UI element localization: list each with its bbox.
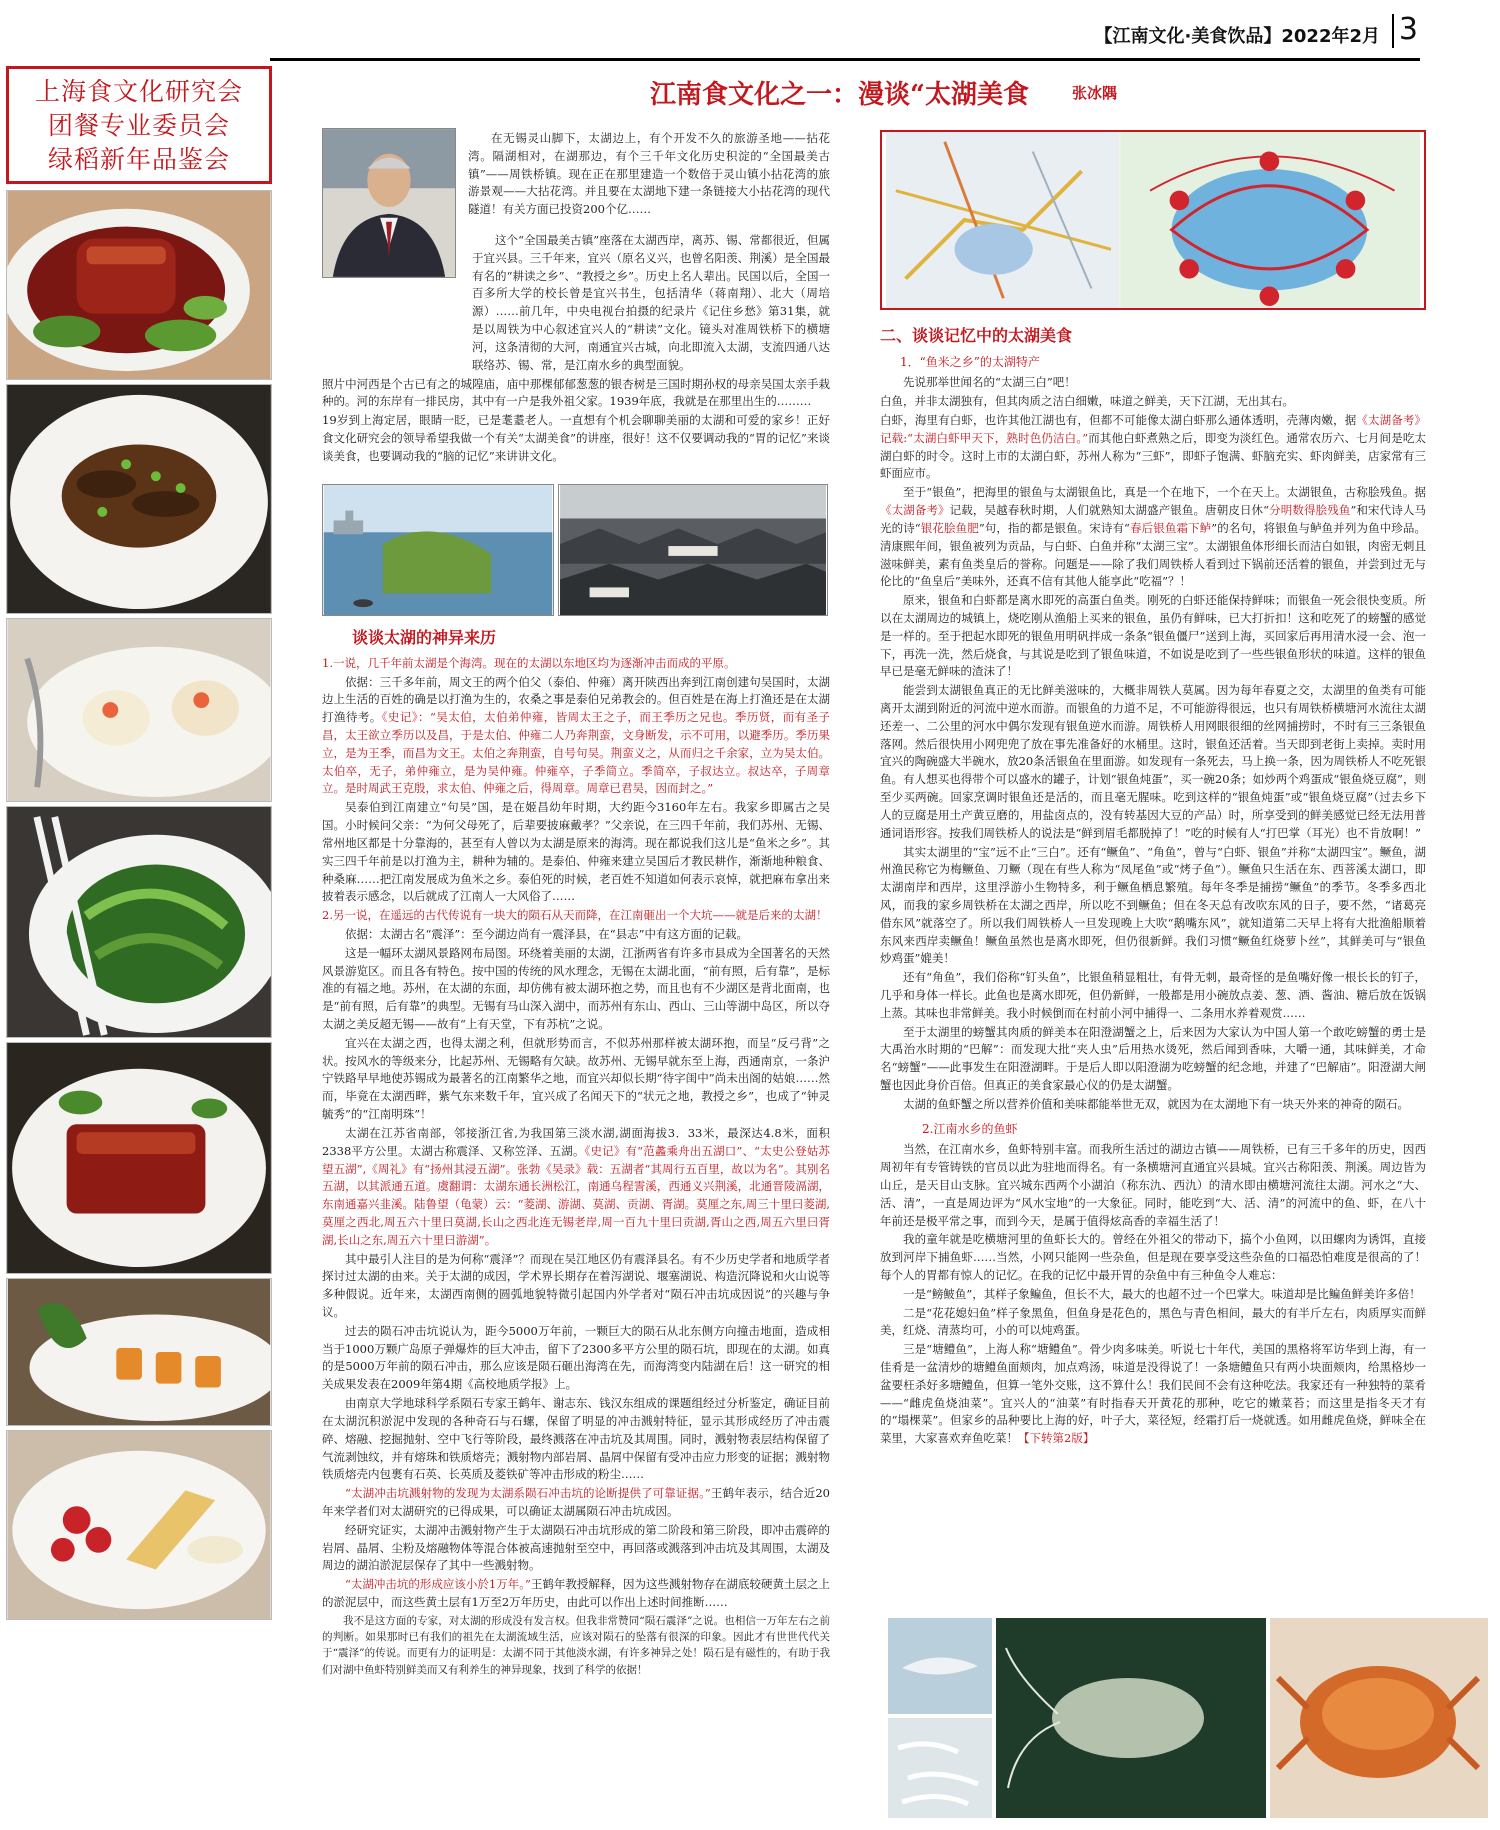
intro-paragraph-1: 在无锡灵山脚下，太湖边上，有个开发不久的旅游圣地——拈花湾。隔湖相对，在湖那边，有个三千年文化历史积淀的“全国最美古镇”——周铁桥镇。现在正在那里建造一个数倍于灵山镇小拈花湾的旅游景观——大拈花湾。并且要在太湖地下建一条链接大小拈花湾的现代隧道！有关方面已投资200个亿…… [468,131,830,217]
section1-para-2i: 经研究证实，太湖冲击溅射物产生于太湖陨石冲击坑形成的第二阶段和第三阶段，即冲击震碎的岩屑、晶屑、尘粉及熔融物体等混合体被高速抛射至空中，再回落或溅落到冲击坑及其周围，太湖及周边的湖泊淤泥层保存了其中一些溅射物。 [322,1522,830,1573]
left-photo-column [6,66,274,1830]
section2-para-6: 能尝到太湖银鱼真正的无比鲜美滋味的，大概非周铁人莫属。因为每年春夏之交，太湖里的鱼类有可能离开太湖到附近的河流中逆水而游。而银鱼的力道不足，不可能游得很远，也只有周铁桥横塘河水流往太湖还差一、二公里的河水中偶尔发现有银鱼逆水而游。周铁桥人用网眼很细的丝网捕捞时，不时有三三条银鱼落网。然后很快用小网兜兜了放在事先准备好的水桶里。这时，银鱼还活着。当天即到老街上卖掉。卖时用宜兴的陶碗盛大半碗水，放20条活银鱼在里面游。如发现有一条死去，马上换一条，因为周铁桥人不吃死银鱼。有人想买也得带个可以盛水的罐子，计划“银鱼炖蛋”，买一碗20条；如炒两个鸡蛋成“银鱼烧豆腐”，则至少买两碗。回家烹调时银鱼还是活的，而且毫无腥味。吃到这样的“银鱼炖蛋”或“银鱼烧豆腐”（过去乡下人的豆腐是用土产黄豆磨的，用盐卤点的，没有转基因大豆的产品）时，所享受到的鲜美感觉已经无法用普通词语形容。按我们周铁桥人的说法是“鲜到眉毛都脱掉了！”吃的时候有人“打巴掌（耳光）也不肯放啊！” [880,683,1426,840]
section1-para-2h: 由南京大学地球科学系陨石专家王鹤年、谢志东、钱汉东组成的课题组经过分析鉴定，确证目前在太湖沉积淤泥中发现的各种奇石与石螺，保留了明显的冲击溅射特征，显示其形成经历了冲击震碎、熔融、挖掘抛射、空中飞行等阶段，最终溅落在冲击坑及其周围。同时，溅射物表层结构保留了气流剥蚀纹，并有熔珠和铁质熔壳；溅射物内部岩屑、晶屑中保留有受冲击应力形变的证据；溅射物铁质熔壳内包裹有石英、长英质及菱铁矿等冲击形成的粉尘…… [322,1396,830,1482]
section2-para-q1: 当然，在江南水乡，鱼虾特别丰富。而我所生活过的湖边古镇——周铁桥，已有三千多年的历史，因西周初年有专管铸铁的官员以此为驻地而得名。有一条横塘河直通宜兴县城。宜兴古称阳羡、荆溪。周边皆为山丘，是天目山支脉。宜兴城东西两个小湖泊（称东氿、西氿）的清水即由横塘河流往太湖。河水之“大、活、清”，一直是周边评为“风水宝地”的一大象征。同时，能吃到“大、活、清”的河流中的鱼、虾，在八十年前还是极平常之事，而到今天，是属于值得炫高香的幸福生活了！ [880,1142,1426,1228]
section1-quote-1: “太湖冲击坑溅射物的发现为太湖系陨石冲击坑的论断提供了可靠证据。” [345,1486,711,1501]
section2-para-4i: ”的名句，将银鱼与鲈鱼并列为鱼中珍品。清康熙年间，银鱼被列为贡品，与白虾、白鱼并称“太湖三宝”。太湖银鱼体形细长而洁白如银，肉密无刺且滋味鲜美，素有鱼类皇后的誉称。问题是——除了我们周铁桥人看到过下锅前还活着的银鱼，并尝到过无与伦比的“鱼皇后”美味外，还真不信有其他人能享此“吃福”？！ [880,520,1427,589]
intro-text-body [322,232,830,482]
dish-photo-decorated-platter [6,1278,272,1426]
section2-subhead-2: 2.江南水乡的鱼虾 [922,1121,1018,1136]
section2-para-4e: ”和宋代诗人马光的诗“ [880,503,1426,535]
taihu-seafood-photo-strip [888,1618,1488,1818]
section2-para-1: 先说那举世闻名的“太湖三白”吧！ [903,375,1076,390]
section2-text [880,318,1426,1608]
section2-para-4f: 银花脍鱼肥 [920,520,979,535]
section1-point-1: 1.一说，几千年前太湖是个海湾。现在的太湖以东地区均为逐渐冲击而成的平原。 [322,655,736,670]
section2-para-q4: 二是“花花媳妇鱼”样子象黑鱼，但鱼身是花色的，黑色与青色相间，最大的有半斤左右，肉质厚实而鲜美，红烧、清蒸均可，小的可以炖鸡蛋。 [880,1305,1426,1338]
section2-taihu-beikao-quote: 《太湖备考》记载:“太湖白虾甲天下，熟时色仍洁白。” [880,413,1427,445]
section1-para-2b: 这是一幅环太湖风景路网布局图。环绕着美丽的太湖，江浙两省有许多市县成为全国著名的天然风景游览区。而且各有特色。按中国的传统的风水理念，无锡在太湖北面，“前有照，后有靠”，是标准的有福之地。苏州，在太湖的东面，却仿佛有被太湖环抱之势，而且也有不少湖区是背北面南，也是“前有照，后有靠”的典型。无锡有马山深入湖中，而苏州有东山、西山、三山等湖中岛区，所以夺太湖之美反超无锡——故有“上有天堂，下有苏杭”之说。 [322,945,830,1032]
section1-para-2d: 太湖在江苏省南部，邻接浙江省,为我国第三淡水湖,湖面海拔3．33米，最深达4.8米，面积2338平方公里。太湖古称震泽、又称笠泽、五湖。 [322,1125,830,1158]
section2-para-3c: 而其他白虾煮熟之后，即变为淡红色。通常农历六、七月间是吃太湖白虾的时令。这时上市的太湖白虾，苏州人称为“三虾”，即虾子饱满、虾脑充实、虾肉鲜美，店家常有三虾面应市。 [880,430,1426,481]
section2-para-q2: 我的童年就是吃横塘河里的鱼虾长大的。曾经在外祖父的带动下，搞个小鱼网，以田螺肉为诱饵，直接放到河岸下捕鱼虾……当然，小网只能网一些杂鱼，但是现在要享受这些杂鱼的口福恐怕难度是很高的了！每个人的胃都有惊人的记忆。在我的记忆中最开胃的杂鱼中有三种鱼令人难忘： [880,1232,1426,1282]
sidebar-title-line-2: 团餐专业委员会 [47,111,230,140]
sidebar-title-box [6,66,272,184]
section1-para-2f: 其中最引人注目的是为何称“震泽”？而现在吴江地区仍有震泽县名。有不少历史学者和地质学者探讨过太湖的由来。关于太湖的成因，学术界长期存在着泻湖说、堰塞湖说、构造沉降说和火山说等多种假说。近年来，太湖西南侧的圆弧地貌特微引起国内外学者对“陨石冲击坑成因说”的兴趣与争议。 [322,1251,830,1320]
section2-para-7: 其实太湖里的“宝”远不止“三白”。还有“鳜鱼”、“角鱼”，曾与“白虾、银鱼”并称“太湖四宝”。鳜鱼，湖州渔民称它为梅鳜鱼、刀鳜（现在有些人称为“凤尾鱼”或“烤子鱼”）。鳜鱼只生活在东、西菩溪太湖口，即太湖南岸和西岸，这里浮游小生物特多，利于鳜鱼栖息繁殖。每年冬季是捕捞“鳜鱼”的季节。冬季多西北风，而我的家乡周铁桥在太湖之西岸，所以吃不到鳜鱼；但在冬天总有改吹东风的日子，要不然，“诸葛亮借东风”就落空了。所以我们周铁桥人一旦发现晚上大吹“鹅嘴东风”，就知道第二天早上将有大批渔船顺着东风来西岸卖鳜鱼！鳜鱼虽然也是离水即死，但仍很新鲜。我们习惯“鳜鱼红烧萝卜丝”，其鲜美可与“银鱼炒鸡蛋”媲美！ [880,844,1426,966]
section1-closing: 我不是这方面的专家，对太湖的形成没有发言权。但我非常赞同“陨石震泽”之说。也相信一万年左右之前的判断。如果那时已有我们的祖先在太湖流域生活，应该对陨石的坠落有很深的印象。因此才有世世代代关于“震泽”的传说。而更有力的证明是：太湖不同于其他淡水湖，有许多神异之处！陨石是有磁性的，有助于我们对湖中鱼虾特别鲜美而又有利养生的神异现象，找到了科学的依据！ [322,1614,830,1676]
dish-photo-fruit-platter [6,1430,272,1620]
article-headline: 江南食文化之一：漫谈“太湖美食 [650,80,1029,110]
section2-para-q3: 一是“鳑鲏鱼”，其样子象鳊鱼，但长不大，最大的也超不过一个巴掌大。味道却是比鳊鱼鲜美许多倍！ [903,1286,1421,1301]
dish-photo-dumplings [6,618,272,802]
section2-para-8: 还有“角鱼”，我们俗称“钉头鱼”，比银鱼稍显粗壮，有骨无刺，最奇怪的是鱼嘴好像一根长长的钉子，几乎和身体一样长。此鱼也是离水即死，但仍新鲜，一般都是用小碗放点姜、葱、酒、酱油、糖后放在饭锅上蒸。其味也非常鲜美。我小时候倒而在村前小河中捕得一、二条用水养着观赏…… [880,970,1426,1020]
section1-point-2: 2.另一说，在遥远的古代传说有一块大的陨石从天而降，在江南砸出一个大坑——就是后来的太湖！ [322,908,828,923]
section2-para-4h: 春后银鱼霜下鲈 [1129,520,1212,535]
sidebar-title-line-3: 绿稻新年品鉴会 [47,145,230,174]
section2-para-4a: 至于“银鱼”，把海里的银鱼与太湖银鱼比，真是一个在地下，一个在天上。太湖银鱼，古称脍残鱼。据 [903,485,1426,500]
section2-para-q5: 三是“塘鳢鱼”，上海人称“塘鳢鱼”。骨少肉多味美。听说七十年代，美国的黑格将军访华到上海，有一佳肴是一盆清炒的塘鳢鱼面颊肉，加点鸡汤，味道是没得说了！一条塘鳢鱼只有两小块面颊肉，给黑格炒一盆要枉杀好多塘鳢鱼，但算一笔外交账，这不算什么！我们民间不会有这种吃法。我家还有一种独特的菜肴——“雌虎鱼烧油菜”。宜兴人的“油菜”有时指春天开黄花的那种，吃它的嫩菜苔；而这里是指冬天才有的“塌棵菜”。但家乡的品种要比上海的好，叶子大，菜径短，经霜打后一烧就透。如用雌虎鱼烧，鲜味全在菜里，大家喜欢弃鱼吃菜！ [880,1342,1426,1446]
section1-para-2e: 《史记》有“范蠡乘舟出五湖口”、“太史公登姑苏望五湖”,《周礼》有“扬州其浸五湖”。张勃《吴录》载：五湖者“其周行五百里，故以为名”。其别名五湖，以其派通五道。虞翻谓：太湖东通长洲松江，南通乌程霅溪，西通义兴荆溪，北通晋陵滆湖，东南通嘉兴韭溪。陆鲁望（龟蒙）云：“菱湖、游湖、莫湖、贡湖、胥湖。莫厘之东,周三十里曰菱湖,莫厘之西北,周五六十里曰莫湖,长山之西北连无锡老岸,周一百九十里曰贡湖,胥山之西,周五六里曰胥湖,长山之东,周五六十里曰游湖”。 [322,1143,830,1247]
section2-para-5: 原来，银鱼和白虾都是离水即死的高蛋白鱼类。刚死的白虾还能保持鲜味；而银鱼一死会很快变质。所以在太湖周边的城镇上，烧吃刚从渔船上买来的银鱼，虽仍有鲜味，已大打折扣！这和吃死了的螃蟹的感觉是一样的。至于把起水即死的银鱼用明矾拌成一条条“银鱼僵尸”送到上海，买回家后再用清水浸一会、泡一下，再洗一洗，然后烧食，与其说是吃到了银鱼味道，不如说是吃到了一些些银鱼形状的味道。这样的银鱼早已是毫无鲜味的渣沫了！ [880,593,1426,679]
issue-line: 【江南文化·美食饮品】2022年2月 [1094,26,1380,47]
section1-shiji-quote: 《史记》：“吴太伯，太伯弟仲雍，皆周太王之子，而王季历之兄也。季历贤，而有圣子昌，太王欲立季历以及昌，于是太伯、仲雍二人乃奔荆蛮，文身断发，示不可用，以避季历。季历果立，是为王季，而昌为文王。太伯之奔荆蛮，自号句吴。荆蛮义之，从而归之千余家，立为吴太伯。太伯卒，无子，弟仲雍立，是为吴仲雍。仲雍卒，子季简立。季简卒，子叔达立。叔达卒，子周章立。是时周武王克殷，求太伯、仲雍之后，得周章。周章已君吴，因而封之。” [322,710,831,796]
section2-para-2: 白鱼，并非太湖独有，但其肉质之洁白细嫩，味道之鲜美，天下江湖，无出其右。 [880,394,1294,409]
section1-quote-2b: 王鹤年教授解释，因为这些溅射物存在湖底较硬黄土层之上的淤泥层中，而这些黄土层有1万至2万年历史，由此可以作出上述时间推断…… [322,1577,831,1610]
dish-photo-braised-pork [6,190,272,380]
masthead [0,0,1500,62]
section2-para-4g: ”句，指的都是银鱼。宋诗有“ [978,520,1130,535]
section2-heading: 二、谈谈记忆中的太湖美食 [880,326,1073,345]
section1-para-2c: 宜兴在太湖之西，也得太湖之利，但就形势而言，不似苏州那样被太湖环抱，而呈“反弓背”之状。按风水的等级来分，比起苏州、无锡略有欠缺。故苏州、无锡早就东至上海，西通南京，一条沪宁铁路早早地使苏锡成为最著名的江南繁华之地，而宜兴却似长期“待字闺中”尚未出阁的姑娘……然而，毕竟在太湖西畔，紫气东来数千年，宜兴成了名闻天下的“状元之地，教授之乡”，也成了“钟灵毓秀”的“江南明珠”！ [322,1035,830,1122]
section1-para-2g: 过去的陨石冲击坑说认为，距今5000万年前，一颗巨大的陨石从北东侧方向撞击地面，造成相当于1000万颗广岛原子弹爆炸的巨大冲击，留下了2300多平方公里的陨石坑，即现在的太湖。如真的是5000万年前的陨石冲击，那么应该是陨石砸出海湾在先，而海湾变内陆湖在后！这一研究的相关成果发表在2009年第4期《高校地质学报》上。 [322,1323,830,1392]
taihu-road-network-map [880,130,1426,310]
section1-quote-1b: 王鹤年表示，结合近20年来学者们对太湖研究的已得成果，可以确证太湖属陨石冲击坑成因。 [322,1486,830,1518]
dish-photo-sea-cucumber [6,384,272,614]
section2-para-3a: 白虾，海里有白虾，也许其他江湖也有，但都不可能像太湖白虾那么通体透明，壳薄肉嫩，据 [880,413,1357,428]
sidebar-title-line-1: 上海食文化研究会 [34,77,243,106]
section2-para-4b: 《太湖备考》 [880,503,950,518]
intro-paragraph-4: 19岁到上海定居，眼睛一眨，已是耄耋老人。一直想有个机会聊聊美丽的太湖和可爱的家乡！正好食文化研究会的领导希望我做一个有关“太湖美食”的讲座，很好！这不仅要调动我的“胃的记忆”来谈谈美食，也要调动我的“脑的记忆”来讲讲文化。 [322,413,830,463]
continued-on-page-2: 【下转第2版】 [1018,1431,1095,1446]
page-number: 3 [1398,12,1418,47]
section2-para-10: 太湖的鱼虾蟹之所以营养价值和美味都能举世无双，就因为在太湖地下有一块天外来的神奇的陨石。 [903,1096,1409,1111]
intro-paragraph-3: 照片中河西是个古已有之的城隍庙，庙中那棵郁郁葱葱的银杏树是三国时期孙权的母亲吴国太亲手栽种的。河的东岸有一排民房，其中有一户是我外祖父家。1939年底，我就是在那里出生的……… [322,376,830,409]
section1-para-1a: 依据：三千多年前，周文王的两个伯父（泰伯、仲雍）离开陕西出奔到江南创建句吴国时，太湖边上生活的百姓的确是以打渔为生的，农桑之事是泰伯兄弟教会的。但百姓是在海上打渔还是在太湖打渔待考。 [322,674,830,725]
masthead-divider [1392,14,1394,48]
section2-para-4d: 分明数得脍残鱼 [1269,503,1351,518]
section1-para-2a: 依据：太湖古名“震泽”：至今湖边尚有一震泽县，在“县志”中有这方面的记载。 [345,926,749,941]
dish-photo-green-vegetables [6,806,272,1038]
section1-text [322,620,830,1820]
masthead-rule [270,58,1420,61]
section2-para-4c: 记载，吴越春秋时期，人们就熟知太湖盛产银鱼。唐朝皮日休“ [949,503,1270,518]
section2-subhead-1: 1．“鱼米之乡”的太湖特产 [900,354,1040,369]
old-town-rooftops-photo [558,484,828,616]
section2-para-9: 至于太湖里的螃蟹其肉质的鲜美本在阳澄湖蟹之上，后来因为大家认为中国人第一个敢吃螃蟹的勇士是大禹治水时期的“巴解”：而发现大批“夹人虫”后用热水烫死，然后闻到香味，大嚼一通，其味鲜美，才命名“螃蟹”——此事发生在阳澄湖畔。于是后人即以阳澄湖为吃螃蟹的纪念地，并建了“巴解庙”。阳澄湖大闸蟹也因此身价百倍。但真正的美食家最心仪的仍是太湖蟹。 [880,1024,1426,1093]
lake-landscape-photo [322,484,554,616]
article-byline: 张冰隅 [1072,84,1118,102]
intro-paragraph-2: 这个“全国最美古镇”座落在太湖西岸，离苏、锡、常都很近，但属于宜兴县。三千年来，宜兴（原名义兴，也曾名阳羡、荆溪）是全国最有名的“耕读之乡”、“教授之乡”。历史上名人辈出。民国以后，全国一百多所大学的校长曾是宜兴书生，包括清华（蒋南翔）、北大（周培源）……前几年，中央电视台拍摄的纪录片《记住乡愁》第31集，就是以周铁为中心叙述宜兴人的“耕读”文化。镜头对准周铁桥下的横塘河，这条清彻的大河，南通宜兴古城，向北即流入太湖，支流四通八达联络苏、锡、常，是江南水乡的典型面貌。 [472,233,830,372]
section1-heading: 谈谈太湖的神异来历 [352,628,497,647]
dish-photo-red-braised-meat [6,1042,272,1274]
section1-para-1c: 吴泰伯到江南建立“句吴”国，是在姬昌幼年时期，大约距今3160年左右。我家乡即属古之吴国。小时候问父亲：“为何父母死了，后辈要披麻戴孝？”父亲说，在三四千年前，我们苏州、无锡、常州地区都是十分靠海的，甚至有人曾以为太湖是原来的海湾。现在都说我们这儿是“鱼米之乡”。其实三四千年前是以打渔为主，耕种为辅的。是泰伯、仲雍来建立吴国后才教民耕作，渐渐地种粮食、种桑麻……把江南发展成为鱼米之乡。泰伯死的时候，老百姓不知道如何表示哀悼，就把麻布拿出来披着表示感念，以后就成了江南人一大风俗了…… [322,800,830,904]
section1-quote-2: “太湖冲击坑的形成应该小於1万年。” [345,1577,531,1592]
